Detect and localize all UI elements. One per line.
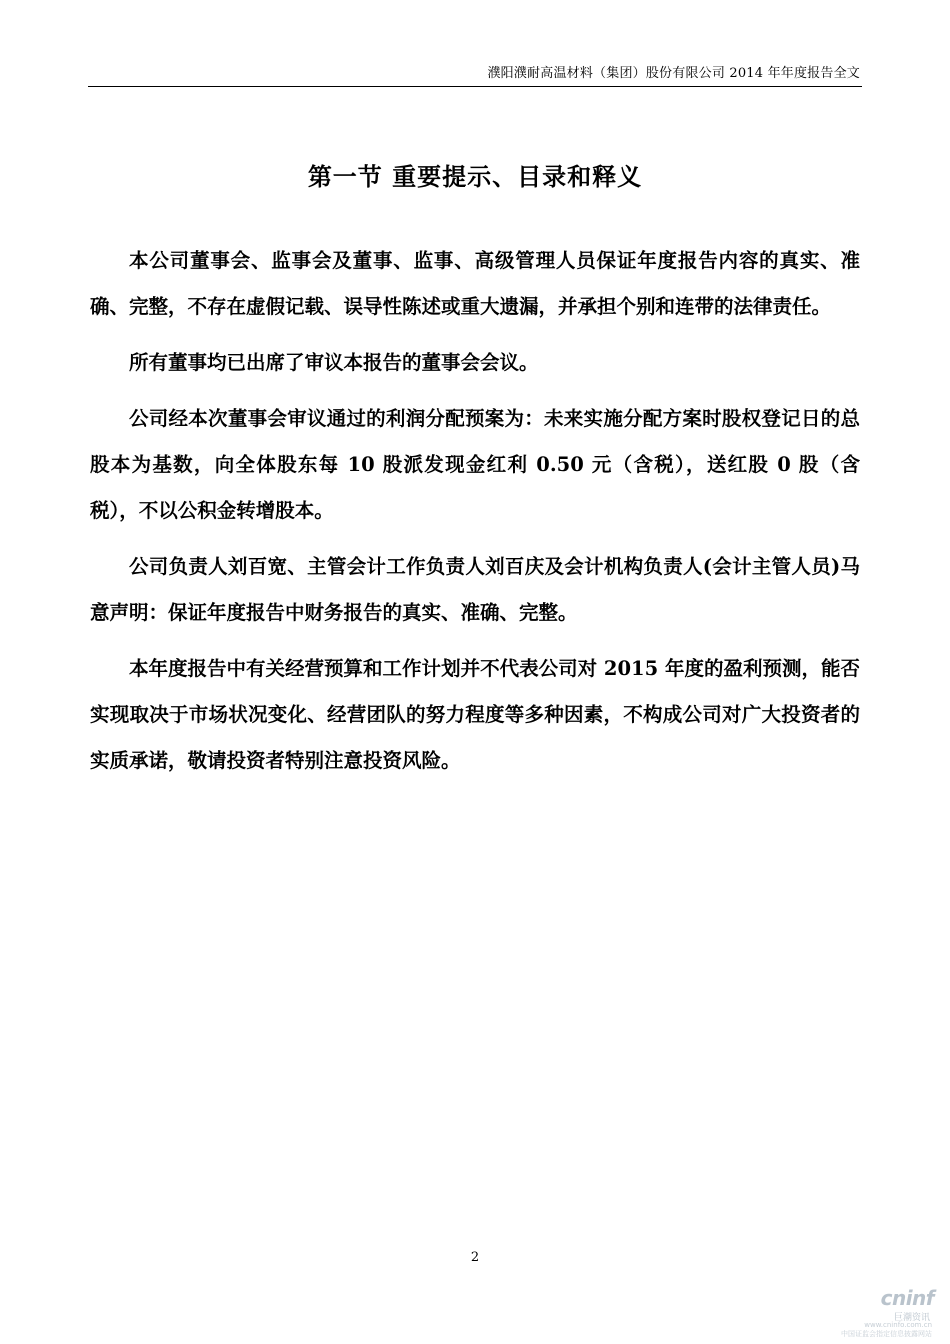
section-title: 第一节 重要提示、目录和释义 (307, 162, 643, 191)
page-number: 2 (470, 1250, 480, 1265)
paragraph-responsibility: 本公司董事会、监事会及董事、监事、高级管理人员保证年度报告内容的真实、准确、完整，不存在虚假记载、误导性陈述或重大遗漏，并承担个别和连带的法律责任。 (90, 249, 860, 318)
watermark-tagline: 中国证监会指定信息披露网站 (841, 1330, 932, 1338)
header-divider (88, 86, 862, 87)
paragraph-risk-warning: 本年度报告中有关经营预算和工作计划并不代表公司对 2015 年度的盈利预测，能否实现取决于市场状况变化、经营团队的努力程度等多种因素，不构成公司对广大投资者的实质承诺，敬请投资者特别注意投资风险。 (90, 657, 860, 772)
paragraph-attendance: 所有董事均已出席了审议本报告的董事会会议。 (129, 351, 539, 374)
watermark-subtitle: 巨潮资讯 (893, 1313, 930, 1323)
paragraph-profit-distribution: 公司经本次董事会审议通过的利润分配预案为：未来实施分配方案时股权登记日的总股本为基数，向全体股东每 10 股派发现金红利 0.50 元（含税），送红股 0 股（含税），不以公积金转增股本。 (90, 407, 860, 522)
running-header: 濮阳濮耐高温材料（集团）股份有限公司 2014 年年度报告全文 (487, 66, 860, 81)
body-text (90, 238, 860, 794)
cninfo-watermark (824, 1286, 934, 1336)
paragraph-financial-statement: 公司负责人刘百宽、主管会计工作负责人刘百庆及会计机构负责人(会计主管人员)马意声明：保证年度报告中财务报告的真实、准确、完整。 (90, 555, 860, 624)
watermark-url: www.cninfo.com.cn (864, 1321, 932, 1329)
watermark-logo: cninf (880, 1286, 934, 1310)
